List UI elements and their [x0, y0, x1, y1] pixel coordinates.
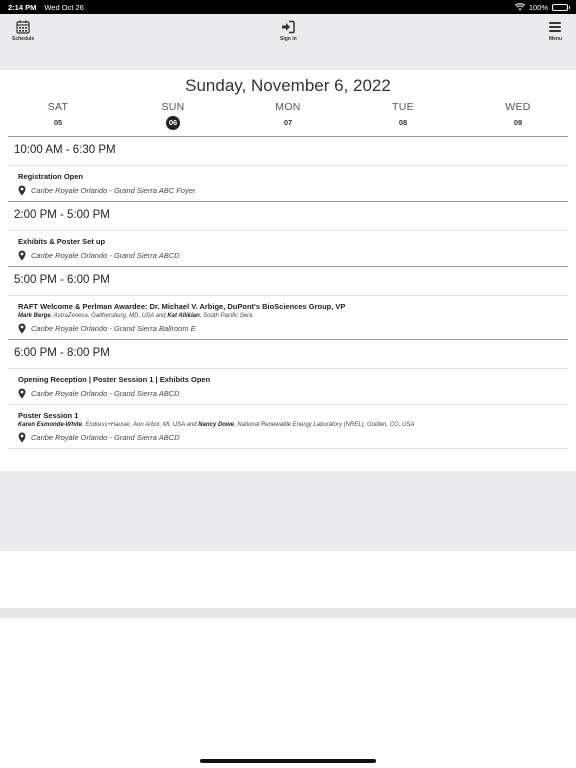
- wifi-icon: [515, 3, 525, 11]
- day-sun[interactable]: [143, 101, 203, 130]
- speaker-name[interactable]: Mark Berge: [18, 313, 51, 319]
- speaker-joiner: and: [153, 313, 168, 319]
- location-pin-icon: [18, 250, 26, 261]
- page-title: Sunday, November 6, 2022: [185, 76, 391, 95]
- battery-percent: 100%: [528, 2, 548, 12]
- list-end-divider: [8, 448, 568, 449]
- day-name: SUN: [161, 101, 185, 113]
- day-wed[interactable]: [488, 101, 548, 130]
- event-speakers: [18, 313, 558, 319]
- speaker-name[interactable]: Kat Allikian: [167, 313, 200, 319]
- event-location-text: Caribe Royale Orlando - Grand Sierra ABCD: [31, 251, 180, 260]
- time-slot-header: 6:00 PM - 8:00 PM: [14, 347, 110, 359]
- schedule-button[interactable]: [12, 20, 34, 42]
- day-number: [373, 116, 433, 130]
- day-name: WED: [505, 101, 531, 113]
- location-pin-icon: [18, 432, 26, 443]
- day-selector: [0, 101, 576, 131]
- event-title: Opening Reception | Poster Session 1 | Exhibits Open: [18, 375, 211, 384]
- day-number-value: 09: [513, 118, 523, 127]
- event-location[interactable]: [18, 432, 558, 443]
- speaker-affiliation: , South Pacific Sera: [199, 313, 253, 319]
- event-location-text: Caribe Royale Orlando - Grand Sierra ABC Foyer: [31, 186, 196, 195]
- event-location[interactable]: [18, 250, 558, 261]
- event-location-text: Caribe Royale Orlando - Grand Sierra ABCD: [31, 433, 180, 442]
- battery-icon: [552, 4, 568, 11]
- day-number-value: 08: [398, 118, 408, 127]
- menu-label: Menu: [548, 36, 562, 42]
- top-toolbar: [0, 14, 576, 70]
- speaker-affiliation: , National Renewable Energy Laboratory (NREL), Golden, CO, USA: [233, 422, 415, 428]
- event-title: Poster Session 1: [18, 411, 79, 420]
- event-item[interactable]: [8, 296, 568, 339]
- event-title: RAFT Welcome & Perlman Awardee: Dr. Michael V. Arbige, DuPont's BioSciences Group, VP: [18, 302, 346, 311]
- home-indicator[interactable]: [200, 759, 376, 763]
- time-slot-header: 10:00 AM - 6:30 PM: [14, 144, 116, 156]
- time-slot-header: 2:00 PM - 5:00 PM: [14, 209, 110, 221]
- event-location[interactable]: [18, 185, 558, 196]
- location-pin-icon: [18, 323, 26, 334]
- event-location[interactable]: [18, 323, 558, 334]
- schedule-label: Schedule: [12, 36, 35, 42]
- status-date: Wed Oct 26: [44, 2, 84, 12]
- event-title: Exhibits & Poster Set up: [18, 237, 106, 246]
- schedule-list: [8, 136, 568, 449]
- day-mon[interactable]: [258, 101, 318, 130]
- day-tue[interactable]: [373, 101, 433, 130]
- menu-button[interactable]: [549, 20, 562, 42]
- event-location-text: Caribe Royale Orlando - Grand Sierra ABCD: [31, 389, 180, 398]
- day-number-value: 06: [166, 116, 180, 130]
- event-location-text: Caribe Royale Orlando - Grand Sierra Ballroom E: [31, 324, 196, 333]
- location-pin-icon: [18, 185, 26, 196]
- location-pin-icon: [18, 388, 26, 399]
- event-item[interactable]: [8, 166, 568, 201]
- day-sat[interactable]: [28, 101, 88, 130]
- speaker-joiner: and: [184, 422, 199, 428]
- sign-in-label: Sign in: [280, 36, 297, 42]
- sign-in-button[interactable]: [280, 20, 297, 42]
- day-number-value: 07: [283, 118, 293, 127]
- day-name: MON: [275, 101, 301, 113]
- speaker-affiliation: , AstraZeneca, Gaithersburg, MD, USA: [50, 313, 154, 319]
- event-item[interactable]: [8, 405, 568, 448]
- event-item[interactable]: [8, 231, 568, 266]
- event-title: Registration Open: [18, 172, 84, 181]
- day-number: [488, 116, 548, 130]
- bottom-strip: [0, 608, 576, 618]
- day-number: [143, 116, 203, 130]
- status-time: 2:14 PM: [8, 2, 37, 12]
- speaker-name[interactable]: Nancy Dowe: [198, 422, 234, 428]
- day-name: SAT: [47, 101, 69, 113]
- day-name: TUE: [392, 101, 414, 113]
- calendar-icon: [16, 20, 30, 34]
- status-right: [515, 3, 568, 12]
- status-bar: [0, 0, 576, 14]
- event-speakers: [18, 422, 558, 428]
- speaker-affiliation: , Endress+Hauser, Ann Arbor, MI, USA: [82, 422, 185, 428]
- speaker-name[interactable]: Karen Esmonde-White: [18, 422, 83, 428]
- hamburger-icon: [549, 20, 561, 34]
- day-number: [28, 116, 88, 130]
- day-number: [258, 116, 318, 130]
- sign-in-icon: [281, 20, 295, 34]
- event-location[interactable]: [18, 388, 558, 399]
- empty-panel: [0, 471, 576, 551]
- time-slot-header: 5:00 PM - 6:00 PM: [14, 274, 110, 286]
- day-number-value: 05: [53, 118, 63, 127]
- event-item[interactable]: [8, 369, 568, 404]
